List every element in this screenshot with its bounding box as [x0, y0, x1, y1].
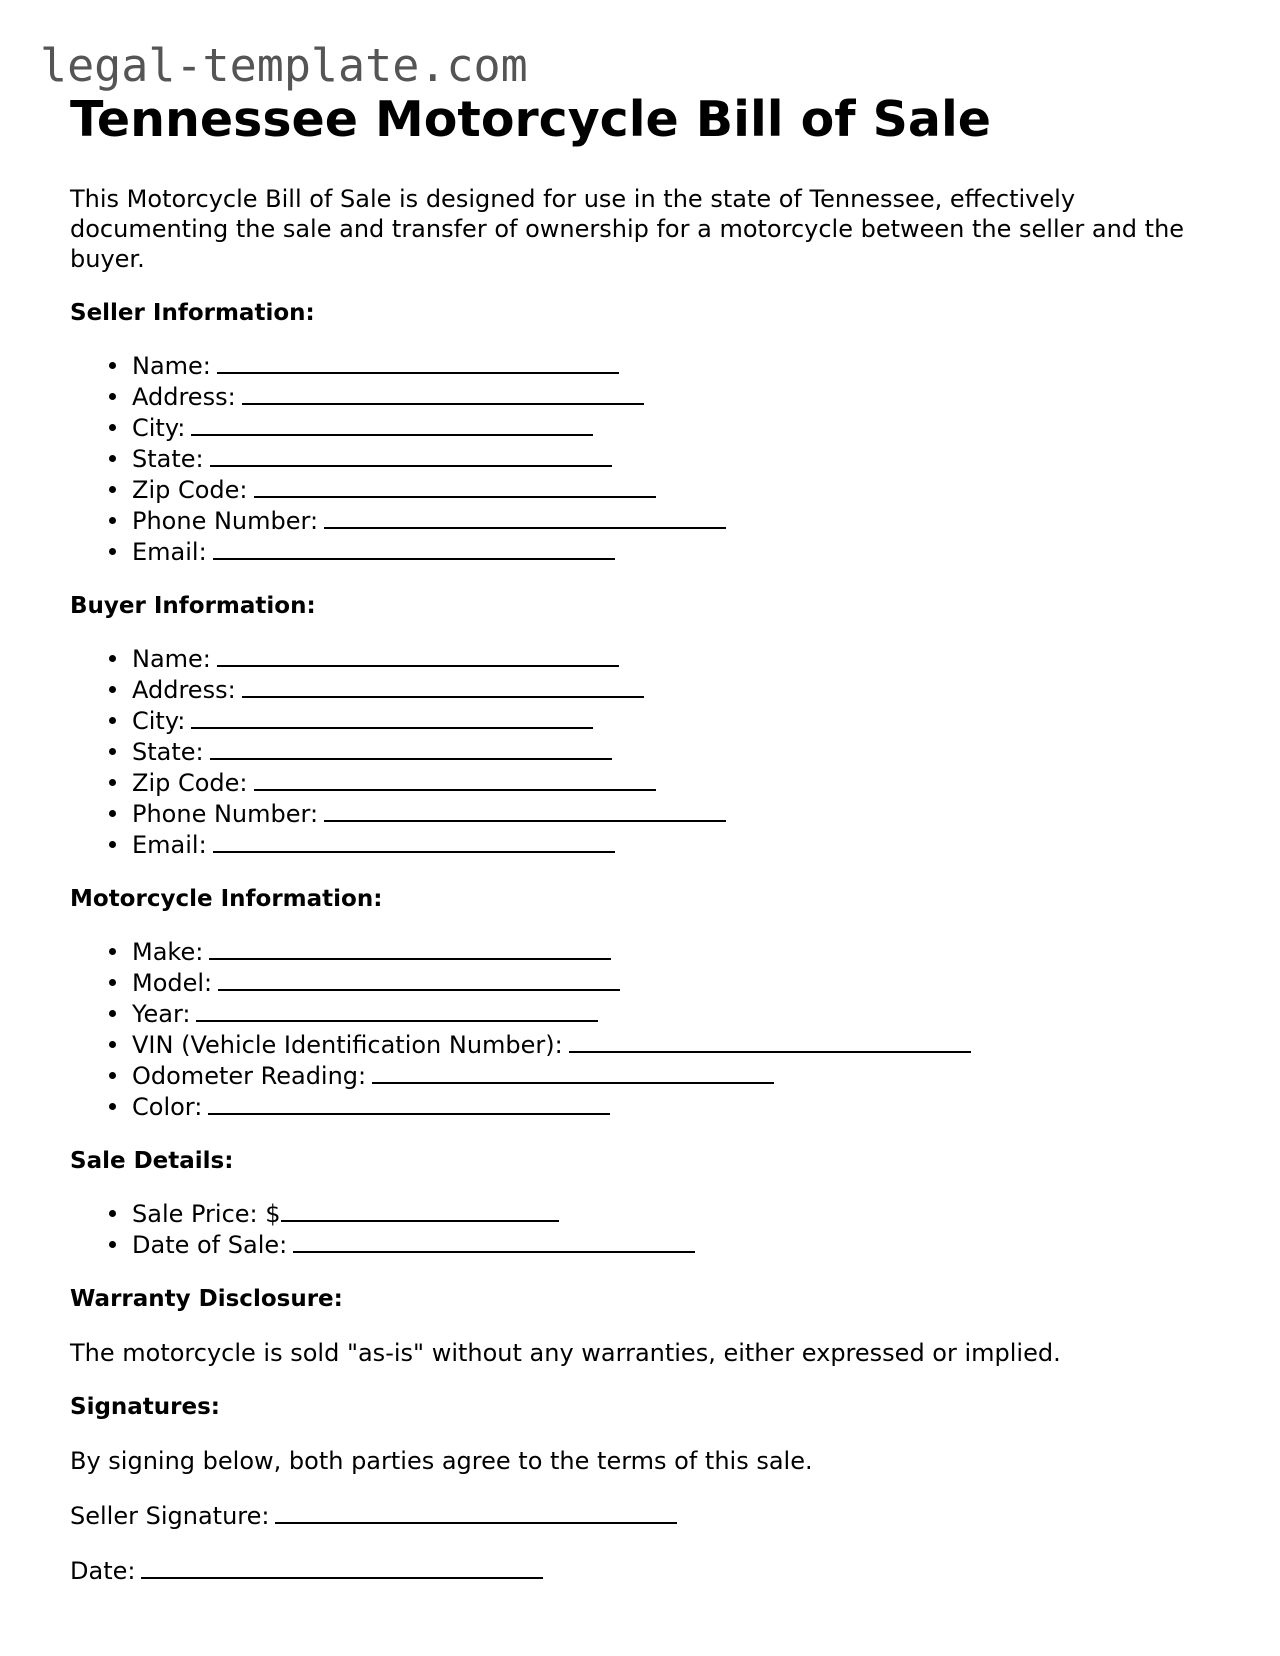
buyer-zip-blank[interactable]: [254, 767, 656, 791]
motorcycle-year-blank[interactable]: [196, 998, 598, 1022]
motorcycle-odometer-field: Odometer Reading:: [132, 1060, 1220, 1091]
document-body: [70, 90, 1220, 1586]
seller-phone-blank[interactable]: [324, 505, 726, 529]
seller-signature-line: Seller Signature:: [70, 1500, 1220, 1531]
buyer-state-blank[interactable]: [210, 736, 612, 760]
seller-field-list: [70, 350, 1220, 567]
motorcycle-section-heading: Motorcycle Information:: [70, 886, 383, 912]
seller-name-blank[interactable]: [217, 350, 619, 374]
motorcycle-make-field: Make:: [132, 936, 1220, 967]
buyer-phone-blank[interactable]: [324, 798, 726, 822]
intro-paragraph: This Motorcycle Bill of Sale is designed for use in the state of Tennessee, effectively documenting the sale and transfer of ownership for a motorcycle between the seller and the buyer.: [70, 185, 1185, 273]
buyer-email-field: Email:: [132, 829, 1220, 860]
seller-address-blank[interactable]: [242, 381, 644, 405]
signature-date-blank[interactable]: [141, 1555, 543, 1579]
seller-email-blank[interactable]: [213, 536, 615, 560]
sale-field-list: [70, 1198, 1220, 1260]
seller-city-field: City:: [132, 412, 1220, 443]
seller-email-field: Email:: [132, 536, 1220, 567]
seller-state-field: State:: [132, 443, 1220, 474]
sale-date-blank[interactable]: [293, 1229, 695, 1253]
seller-section-heading: Seller Information:: [70, 300, 315, 326]
buyer-city-field: City:: [132, 705, 1220, 736]
seller-phone-field: Phone Number:: [132, 505, 1220, 536]
motorcycle-color-field: Color:: [132, 1091, 1220, 1122]
motorcycle-color-blank[interactable]: [208, 1091, 610, 1115]
buyer-email-blank[interactable]: [213, 829, 615, 853]
sale-price-blank[interactable]: [281, 1198, 559, 1222]
seller-name-field: Name:: [132, 350, 1220, 381]
motorcycle-vin-blank[interactable]: [569, 1029, 971, 1053]
buyer-zip-field: Zip Code:: [132, 767, 1220, 798]
motorcycle-vin-field: VIN (Vehicle Identification Number):: [132, 1029, 1220, 1060]
buyer-address-blank[interactable]: [242, 674, 644, 698]
sale-date-field: Date of Sale:: [132, 1229, 1220, 1260]
seller-city-blank[interactable]: [191, 412, 593, 436]
buyer-field-list: [70, 643, 1220, 860]
motorcycle-model-blank[interactable]: [218, 967, 620, 991]
buyer-name-field: Name:: [132, 643, 1220, 674]
signatures-text: By signing below, both parties agree to the terms of this sale.: [70, 1447, 813, 1475]
motorcycle-field-list: [70, 936, 1220, 1122]
warranty-text: The motorcycle is sold "as-is" without any warranties, either expressed or implied.: [70, 1339, 1061, 1367]
warranty-section-heading: Warranty Disclosure:: [70, 1286, 343, 1312]
sale-section-heading: Sale Details:: [70, 1148, 234, 1174]
page-title: Tennessee Motorcycle Bill of Sale: [70, 91, 992, 148]
motorcycle-make-blank[interactable]: [209, 936, 611, 960]
signatures-section-heading: Signatures:: [70, 1394, 221, 1420]
buyer-name-blank[interactable]: [217, 643, 619, 667]
motorcycle-odometer-blank[interactable]: [372, 1060, 774, 1084]
signature-date-line: Date:: [70, 1555, 1220, 1586]
seller-zip-blank[interactable]: [254, 474, 656, 498]
buyer-phone-field: Phone Number:: [132, 798, 1220, 829]
motorcycle-model-field: Model:: [132, 967, 1220, 998]
seller-signature-blank[interactable]: [275, 1500, 677, 1524]
sale-price-field: Sale Price: $: [132, 1198, 1220, 1229]
seller-state-blank[interactable]: [210, 443, 612, 467]
motorcycle-year-field: Year:: [132, 998, 1220, 1029]
buyer-section-heading: Buyer Information:: [70, 593, 316, 619]
buyer-address-field: Address:: [132, 674, 1220, 705]
watermark: legal-template.com: [40, 39, 528, 92]
buyer-state-field: State:: [132, 736, 1220, 767]
seller-address-field: Address:: [132, 381, 1220, 412]
seller-zip-field: Zip Code:: [132, 474, 1220, 505]
buyer-city-blank[interactable]: [191, 705, 593, 729]
